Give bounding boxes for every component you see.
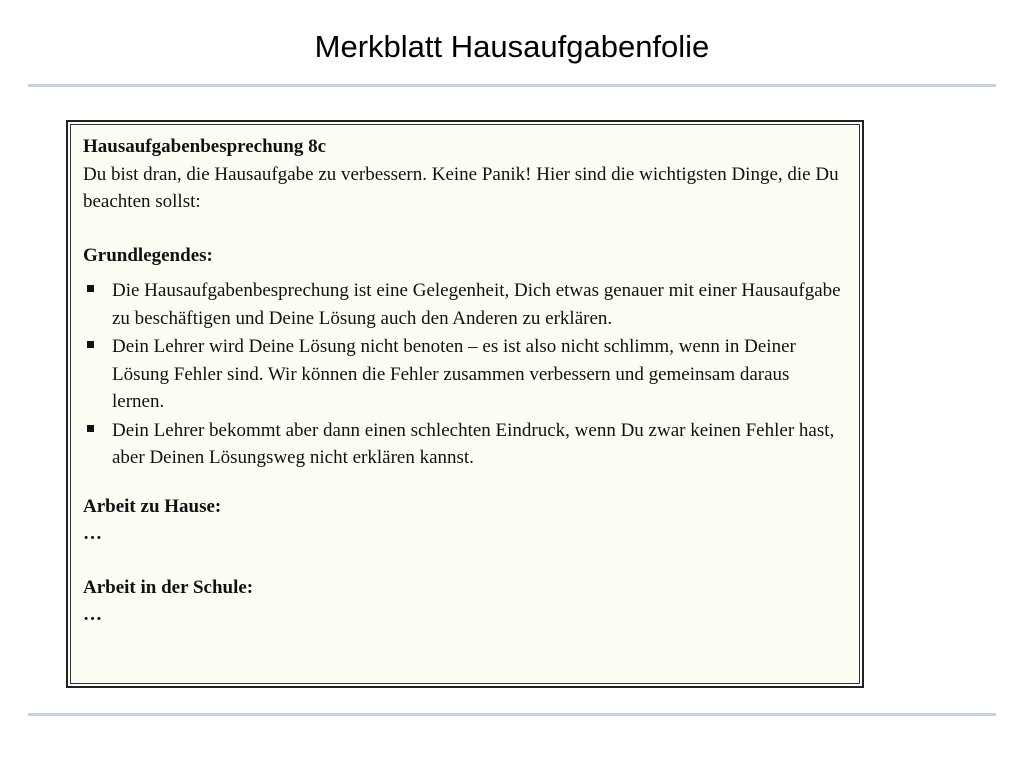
spacer	[83, 548, 845, 574]
info-sheet	[70, 124, 860, 684]
square-bullet-icon	[87, 285, 94, 292]
list-item-text: Dein Lehrer wird Deine Lösung nicht benoten – es ist also nicht schlimm, wenn in Deiner Lösung Fehler sind. Wir können die Fehler zusammen verbessern und gemeinsam daraus lernen.	[112, 336, 796, 412]
spacer	[83, 473, 845, 493]
list-item	[83, 417, 845, 472]
section-title-school: Arbeit in der Schule:	[83, 576, 254, 598]
info-sheet-frame	[66, 120, 864, 688]
list-item-text: Dein Lehrer bekommt aber dann einen schlechten Eindruck, wenn Du zwar keinen Fehler hast, aber Deinen Lösungsweg nicht erklären kannst.	[112, 419, 835, 468]
section-text-school: …	[83, 604, 102, 625]
list-item	[83, 333, 845, 416]
basics-list	[83, 277, 845, 472]
list-item	[83, 277, 845, 332]
bottom-divider	[28, 713, 996, 716]
top-divider	[28, 84, 996, 87]
square-bullet-icon	[87, 425, 94, 432]
section-text-home: …	[83, 523, 102, 544]
section-title-basics: Grundlegendes:	[83, 244, 213, 266]
square-bullet-icon	[87, 341, 94, 348]
spacer	[83, 269, 845, 277]
slide-title: Merkblatt Hausaufgabenfolie	[314, 29, 710, 64]
section-title-home: Arbeit zu Hause:	[83, 495, 222, 517]
list-item-text: Die Hausaufgabenbesprechung ist eine Gelegenheit, Dich etwas genauer mit einer Hausaufgabe zu beschäftigen und Deine Lösung auch den Anderen zu erklären.	[112, 280, 841, 329]
sheet-heading: Hausaufgabenbesprechung 8c	[83, 136, 327, 157]
spacer	[83, 216, 845, 242]
sheet-intro: Du bist dran, die Hausaufgabe zu verbessern. Keine Panik! Hier sind die wichtigsten Dinge, die Du beachten sollst:	[83, 163, 839, 212]
